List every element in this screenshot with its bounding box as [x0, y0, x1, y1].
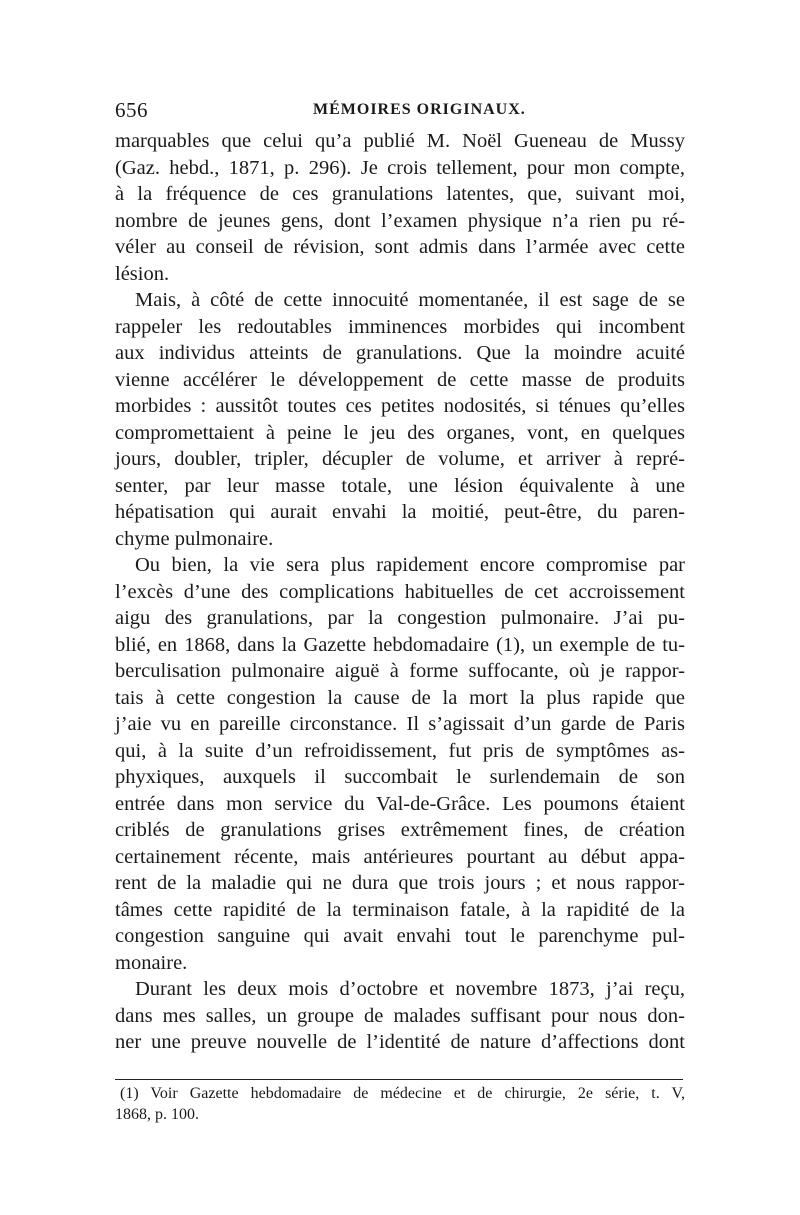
text-line: aux individus atteints de granulations. Que la moindre acuité — [115, 342, 685, 364]
text-line: marquables que celui qu’a publié M. Noël Gueneau de Mussy — [115, 130, 685, 152]
text-line: chyme pulmonaire. — [115, 527, 274, 550]
text-line: l’excès d’une des complications habituelles de cet accroissement — [115, 580, 685, 603]
text-line: berculisation pulmonaire aiguë à forme suffocante, où je rappor- — [115, 660, 685, 682]
text-line: congestion sanguine qui avait envahi tout le parenchyme pul- — [115, 925, 685, 947]
footnote-line: (1) Voir Gazette hebdomadaire de médecine et de chirurgie, 2e série, t. V, — [120, 1085, 685, 1102]
running-head — [115, 98, 685, 122]
text-line: entrée dans mon service du Val-de-Grâce. Les poumons étaient — [115, 792, 685, 815]
text-line: criblés de granulations grises extrêmement fines, de création — [115, 819, 685, 841]
text-line: monaire. — [115, 951, 188, 974]
text-line: dans mes salles, un groupe de malades suffisant pour nous don- — [115, 1004, 685, 1027]
text-line: jours, doubler, tripler, décupler de volume, et arriver à repré- — [115, 448, 685, 470]
text-line: morbides : aussitôt toutes ces petites nodosités, si ténues qu’elles — [115, 395, 685, 417]
running-title: MÉMOIRES ORIGINAUX. — [313, 101, 526, 118]
text-line: à la fréquence de ces granulations latentes, que, suivant moi, — [115, 183, 685, 205]
footnote-line: 1868, p. 100. — [115, 1106, 199, 1123]
text-line: lésion. — [115, 262, 170, 285]
footnote-divider — [115, 1079, 683, 1080]
text-line: senter, par leur masse totale, une lésion équivalente à une — [115, 474, 685, 497]
text-line: rent de la maladie qui ne dura que trois jours ; et nous rappor- — [115, 872, 685, 894]
text-line: Mais, à côté de cette innocuité momentanée, il est sage de se — [135, 289, 685, 311]
text-line: aigu des granulations, par la congestion pulmonaire. J’ai pu- — [115, 607, 685, 629]
text-line: compromettaient à peine le jeu des organes, vont, en quelques — [115, 421, 685, 444]
text-line: hépatisation qui aurait envahi la moitié, peut-être, du paren- — [115, 501, 685, 523]
page-number: 656 — [115, 98, 148, 122]
text-line: véler au conseil de révision, sont admis dans l’armée avec cette — [115, 236, 685, 258]
text-line: (Gaz. hebd., 1871, p. 296). Je crois tellement, pour mon compte, — [115, 156, 685, 179]
text-line: phyxiques, auxquels il succombait le surlendemain de son — [115, 766, 685, 788]
text-line: tâmes cette rapidité de la terminaison fatale, à la rapidité de la — [115, 898, 685, 921]
text-line: rappeler les redoutables imminences morbides qui incombent — [115, 315, 685, 338]
text-line: Ou bien, la vie sera plus rapidement encore compromise par — [135, 554, 685, 576]
footnotes — [115, 1083, 685, 1125]
text-line: nombre de jeunes gens, dont l’examen physique n’a rien pu ré- — [115, 209, 685, 232]
text-line: Durant les deux mois d’octobre et novembre 1873, j’ai reçu, — [135, 978, 685, 1000]
text-line: vienne accélérer le développement de cette masse de produits — [115, 368, 685, 391]
text-line: qui, à la suite d’un refroidissement, fut pris de symptômes as- — [115, 739, 685, 762]
text-line: tais à cette congestion la cause de la mort la plus rapide que — [115, 686, 685, 709]
text-line: blié, en 1868, dans la Gazette hebdomadaire (1), un exemple de tu- — [115, 633, 685, 656]
text-line: certainement récente, mais antérieures pourtant au début appa- — [115, 845, 685, 868]
text-line: ner une preuve nouvelle de l’identité de nature d’affections dont — [115, 1031, 685, 1053]
text-line: j’aie vu en pareille circonstance. Il s’agissait d’un garde de Paris — [115, 713, 685, 735]
body-text — [115, 128, 685, 1056]
